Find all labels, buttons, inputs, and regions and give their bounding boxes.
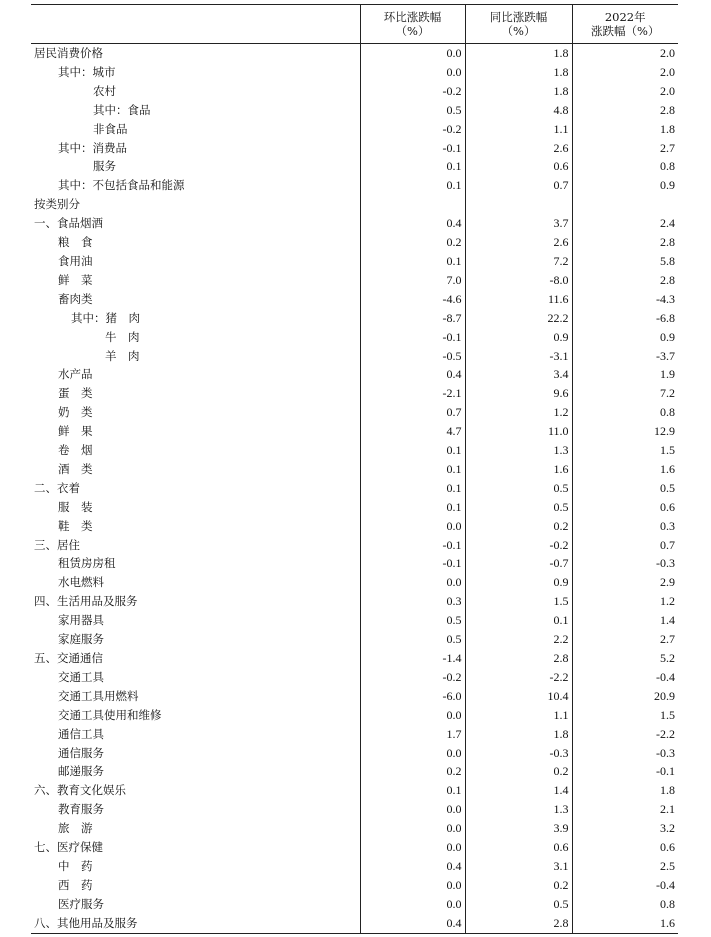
row-value-yoy: 0.6 xyxy=(465,157,572,176)
row-value-mom: 0.1 xyxy=(360,157,465,176)
row-label: 中 药 xyxy=(58,858,93,873)
row-value-mom: 0.3 xyxy=(360,592,465,611)
row-value-year: -0.1 xyxy=(572,762,678,781)
header-item xyxy=(31,5,360,44)
row-label: 畜肉类 xyxy=(58,291,93,306)
row-value-year: 0.3 xyxy=(572,517,678,536)
row-value-yoy: 0.5 xyxy=(465,895,572,914)
row-value-mom: 0.5 xyxy=(360,101,465,120)
row-value-mom: 0.4 xyxy=(360,214,465,233)
row-label: 服 装 xyxy=(58,499,93,514)
row-value-year: 2.7 xyxy=(572,630,678,649)
table-row xyxy=(31,725,678,744)
table-row xyxy=(31,328,678,347)
table-row xyxy=(31,214,678,233)
row-value-year: 20.9 xyxy=(572,687,678,706)
table-row xyxy=(31,914,678,933)
row-value-mom: -4.6 xyxy=(360,290,465,309)
row-value-yoy: 11.6 xyxy=(465,290,572,309)
row-label: 粮 食 xyxy=(58,235,93,250)
table-row xyxy=(31,649,678,668)
table-row xyxy=(31,384,678,403)
row-value-mom: 0.2 xyxy=(360,762,465,781)
row-label: 鲜 菜 xyxy=(58,272,93,287)
row-value-mom: 0.0 xyxy=(360,744,465,763)
row-value-yoy: -0.3 xyxy=(465,744,572,763)
row-value-yoy: 2.8 xyxy=(465,914,572,933)
row-value-year: -0.4 xyxy=(572,876,678,895)
row-value-yoy: -2.2 xyxy=(465,668,572,687)
table-row xyxy=(31,895,678,914)
row-label: 三、居住 xyxy=(34,537,80,552)
table-row xyxy=(31,517,678,536)
header-yoy xyxy=(465,5,572,44)
row-value-mom: 0.1 xyxy=(360,176,465,195)
row-label: 西 药 xyxy=(58,877,93,892)
table-row xyxy=(31,403,678,422)
table-row xyxy=(31,422,678,441)
table-row xyxy=(31,706,678,725)
table-row xyxy=(31,290,678,309)
row-value-mom: 0.4 xyxy=(360,857,465,876)
header-yoy-title: 同比涨跌幅 xyxy=(489,10,548,24)
row-label: 旅 游 xyxy=(58,821,93,836)
row-value-mom: 0.4 xyxy=(360,365,465,384)
row-value-year: 3.2 xyxy=(572,819,678,838)
row-label: 鲜 果 xyxy=(58,424,93,439)
table-row xyxy=(31,252,678,271)
row-value-mom: 0.1 xyxy=(360,460,465,479)
row-value-year: 1.5 xyxy=(572,441,678,460)
row-value-year: 1.8 xyxy=(572,120,678,139)
table-row xyxy=(31,876,678,895)
row-label: 一、食品烟酒 xyxy=(34,216,103,231)
row-value-yoy xyxy=(465,195,572,214)
row-value-mom: 4.7 xyxy=(360,422,465,441)
row-value-year: -3.7 xyxy=(572,347,678,366)
row-value-mom: 7.0 xyxy=(360,271,465,290)
row-value-year: 2.0 xyxy=(572,44,678,63)
table-row xyxy=(31,63,678,82)
row-value-mom: 0.0 xyxy=(360,63,465,82)
row-label: 酒 类 xyxy=(58,461,93,476)
row-value-yoy: 1.5 xyxy=(465,592,572,611)
row-value-mom: -0.2 xyxy=(360,82,465,101)
row-value-mom: -0.2 xyxy=(360,120,465,139)
row-label: 牛 肉 xyxy=(105,329,140,344)
row-value-year xyxy=(572,195,678,214)
row-label: 其中：消费品 xyxy=(58,140,127,155)
row-value-yoy: 1.2 xyxy=(465,403,572,422)
row-label: 家用器具 xyxy=(58,613,104,628)
row-value-mom: -0.5 xyxy=(360,347,465,366)
row-value-mom: -0.1 xyxy=(360,139,465,158)
row-value-year: 2.8 xyxy=(572,233,678,252)
table-row xyxy=(31,233,678,252)
header-mom-unit: （%） xyxy=(395,24,430,38)
row-value-year: 0.6 xyxy=(572,498,678,517)
row-value-yoy: -3.1 xyxy=(465,347,572,366)
row-label: 二、衣着 xyxy=(34,480,80,495)
row-value-yoy: 1.6 xyxy=(465,460,572,479)
row-value-mom: 0.0 xyxy=(360,44,465,63)
row-label: 鞋 类 xyxy=(58,518,93,533)
row-value-yoy: 1.3 xyxy=(465,441,572,460)
header-yoy-unit: （%） xyxy=(501,24,536,38)
row-value-mom xyxy=(360,195,465,214)
table-row xyxy=(31,347,678,366)
row-value-yoy: 3.4 xyxy=(465,365,572,384)
row-label: 非食品 xyxy=(93,121,128,136)
table-row xyxy=(31,460,678,479)
row-value-yoy: 10.4 xyxy=(465,687,572,706)
table-row xyxy=(31,120,678,139)
table-row xyxy=(31,498,678,517)
table-row xyxy=(31,271,678,290)
row-label: 奶 类 xyxy=(58,405,93,420)
row-value-yoy: 3.9 xyxy=(465,819,572,838)
table-row xyxy=(31,82,678,101)
table-row xyxy=(31,857,678,876)
row-label: 家庭服务 xyxy=(58,632,104,647)
row-label: 通信服务 xyxy=(58,745,104,760)
row-value-mom: 0.1 xyxy=(360,781,465,800)
row-value-yoy: 0.5 xyxy=(465,479,572,498)
row-label: 八、其他用品及服务 xyxy=(31,914,360,933)
row-label: 其中：不包括食品和能源 xyxy=(58,178,185,193)
row-label: 医疗服务 xyxy=(58,896,104,911)
row-value-mom: 0.0 xyxy=(360,876,465,895)
row-value-yoy: 1.8 xyxy=(465,44,572,63)
row-value-mom: 0.1 xyxy=(360,479,465,498)
row-value-mom: 0.0 xyxy=(360,573,465,592)
row-label: 服务 xyxy=(93,159,116,174)
header-mom xyxy=(360,5,465,44)
row-value-mom: 0.0 xyxy=(360,800,465,819)
row-value-mom: 0.1 xyxy=(360,498,465,517)
row-value-year: 1.8 xyxy=(572,781,678,800)
row-value-yoy: 0.9 xyxy=(465,328,572,347)
row-value-yoy: 22.2 xyxy=(465,309,572,328)
table-row xyxy=(31,441,678,460)
row-value-year: 2.1 xyxy=(572,800,678,819)
table-row xyxy=(31,309,678,328)
row-value-yoy: 1.1 xyxy=(465,120,572,139)
row-value-year: 0.9 xyxy=(572,328,678,347)
row-label: 居民消费价格 xyxy=(34,46,103,60)
header-year-title: 2022年 xyxy=(604,10,646,24)
row-value-yoy: 0.6 xyxy=(465,838,572,857)
table-row xyxy=(31,800,678,819)
row-value-mom: -0.2 xyxy=(360,668,465,687)
table-row xyxy=(31,44,678,63)
row-label: 按类别分 xyxy=(34,197,80,212)
row-value-mom: 0.0 xyxy=(360,819,465,838)
row-value-year: -4.3 xyxy=(572,290,678,309)
row-value-yoy: 0.5 xyxy=(465,498,572,517)
row-value-mom: -1.4 xyxy=(360,649,465,668)
row-value-yoy: 1.8 xyxy=(465,82,572,101)
row-value-yoy: 3.7 xyxy=(465,214,572,233)
row-value-mom: 0.0 xyxy=(360,517,465,536)
row-label: 租赁房房租 xyxy=(58,556,116,571)
row-value-year: 12.9 xyxy=(572,422,678,441)
row-value-year: 2.9 xyxy=(572,573,678,592)
row-label: 农村 xyxy=(93,83,116,98)
row-value-year: 1.6 xyxy=(572,460,678,479)
row-value-year: -2.2 xyxy=(572,725,678,744)
row-label: 交通工具 xyxy=(58,669,104,684)
row-label: 邮递服务 xyxy=(58,764,104,779)
cpi-table xyxy=(31,4,678,934)
row-label: 四、生活用品及服务 xyxy=(34,594,138,609)
row-value-mom: -0.1 xyxy=(360,536,465,555)
row-value-year: 5.2 xyxy=(572,649,678,668)
row-value-mom: -0.1 xyxy=(360,328,465,347)
table-row xyxy=(31,554,678,573)
row-value-year: 1.5 xyxy=(572,706,678,725)
row-value-year: 2.4 xyxy=(572,214,678,233)
table-row xyxy=(31,195,678,214)
table-row xyxy=(31,687,678,706)
row-value-yoy: 0.9 xyxy=(465,573,572,592)
table-body xyxy=(31,44,678,934)
table-row xyxy=(31,592,678,611)
row-value-mom: 1.7 xyxy=(360,725,465,744)
table-row xyxy=(31,838,678,857)
row-value-yoy: 0.2 xyxy=(465,762,572,781)
row-value-mom: 0.2 xyxy=(360,233,465,252)
row-value-mom: 0.1 xyxy=(360,252,465,271)
row-label: 六、教育文化娱乐 xyxy=(34,783,126,798)
table-row xyxy=(31,176,678,195)
row-label: 交通工具使用和维修 xyxy=(58,707,162,722)
row-value-year: 1.6 xyxy=(572,914,678,933)
row-value-year: 0.7 xyxy=(572,536,678,555)
row-value-year: -6.8 xyxy=(572,309,678,328)
row-value-year: 1.9 xyxy=(572,365,678,384)
row-value-yoy: 4.8 xyxy=(465,101,572,120)
row-value-yoy: 2.8 xyxy=(465,649,572,668)
row-value-year: 0.8 xyxy=(572,895,678,914)
row-value-year: 1.2 xyxy=(572,592,678,611)
row-value-mom: -6.0 xyxy=(360,687,465,706)
row-value-mom: 0.0 xyxy=(360,706,465,725)
table-row xyxy=(31,139,678,158)
row-value-mom: 0.5 xyxy=(360,630,465,649)
row-value-year: -0.3 xyxy=(572,744,678,763)
row-value-yoy: 2.6 xyxy=(465,233,572,252)
header-mom-title: 环比涨跌幅 xyxy=(383,10,442,24)
row-value-yoy: -0.2 xyxy=(465,536,572,555)
row-value-year: 1.4 xyxy=(572,611,678,630)
table-row xyxy=(31,101,678,120)
row-value-year: 0.6 xyxy=(572,838,678,857)
row-value-yoy: 1.3 xyxy=(465,800,572,819)
row-label: 水产品 xyxy=(58,367,93,382)
row-value-year: 2.8 xyxy=(572,101,678,120)
row-value-year: 2.7 xyxy=(572,139,678,158)
row-label: 蛋 类 xyxy=(58,386,93,401)
row-value-year: 2.5 xyxy=(572,857,678,876)
row-value-yoy: 3.1 xyxy=(465,857,572,876)
row-value-year: 2.0 xyxy=(572,63,678,82)
table-row xyxy=(31,781,678,800)
row-value-yoy: 9.6 xyxy=(465,384,572,403)
row-value-mom: -8.7 xyxy=(360,309,465,328)
row-value-yoy: 2.6 xyxy=(465,139,572,158)
row-value-year: 7.2 xyxy=(572,384,678,403)
row-label: 五、交通通信 xyxy=(34,651,103,665)
row-value-yoy: -8.0 xyxy=(465,271,572,290)
row-label: 水电燃料 xyxy=(58,575,104,590)
row-label: 其中：食品 xyxy=(93,102,151,117)
header-row xyxy=(31,5,678,44)
row-value-mom: 0.4 xyxy=(360,914,465,933)
row-value-year: 2.8 xyxy=(572,271,678,290)
row-value-year: -0.3 xyxy=(572,554,678,573)
row-label: 交通工具用燃料 xyxy=(58,688,139,703)
table-row xyxy=(31,365,678,384)
row-value-year: 0.8 xyxy=(572,157,678,176)
table-row xyxy=(31,819,678,838)
header-year xyxy=(572,5,678,44)
row-label: 其中：城市 xyxy=(58,64,116,79)
row-value-yoy: -0.7 xyxy=(465,554,572,573)
row-value-mom: 0.0 xyxy=(360,895,465,914)
table-row xyxy=(31,668,678,687)
row-label: 教育服务 xyxy=(58,802,104,817)
row-value-yoy: 2.2 xyxy=(465,630,572,649)
table-row xyxy=(31,573,678,592)
row-value-yoy: 7.2 xyxy=(465,252,572,271)
row-label: 七、医疗保健 xyxy=(34,840,103,855)
table-row xyxy=(31,479,678,498)
row-value-mom: -0.1 xyxy=(360,554,465,573)
row-value-year: 0.8 xyxy=(572,403,678,422)
row-value-year: 0.5 xyxy=(572,479,678,498)
row-value-yoy: 0.2 xyxy=(465,876,572,895)
row-value-mom: 0.5 xyxy=(360,611,465,630)
row-value-yoy: 0.1 xyxy=(465,611,572,630)
row-value-yoy: 1.1 xyxy=(465,706,572,725)
row-value-year: 5.8 xyxy=(572,252,678,271)
row-label: 卷 烟 xyxy=(58,443,93,458)
table-row xyxy=(31,536,678,555)
header-year-unit: 涨跌幅（%） xyxy=(591,24,660,38)
row-value-mom: 0.1 xyxy=(360,441,465,460)
row-value-yoy: 0.7 xyxy=(465,176,572,195)
table-row xyxy=(31,611,678,630)
row-value-yoy: 1.8 xyxy=(465,725,572,744)
row-value-mom: 0.7 xyxy=(360,403,465,422)
row-label: 通信工具 xyxy=(58,726,104,741)
row-label: 其中：猪 肉 xyxy=(71,310,140,325)
row-value-yoy: 11.0 xyxy=(465,422,572,441)
row-label: 羊 肉 xyxy=(105,348,140,363)
row-value-year: 0.9 xyxy=(572,176,678,195)
row-value-yoy: 1.8 xyxy=(465,63,572,82)
table-row xyxy=(31,157,678,176)
table-row xyxy=(31,744,678,763)
row-value-yoy: 1.4 xyxy=(465,781,572,800)
row-value-mom: 0.0 xyxy=(360,838,465,857)
row-value-mom: -2.1 xyxy=(360,384,465,403)
table-row xyxy=(31,630,678,649)
row-value-year: -0.4 xyxy=(572,668,678,687)
table-row xyxy=(31,762,678,781)
row-value-year: 2.0 xyxy=(572,82,678,101)
row-label: 食用油 xyxy=(58,253,93,268)
row-value-yoy: 0.2 xyxy=(465,517,572,536)
